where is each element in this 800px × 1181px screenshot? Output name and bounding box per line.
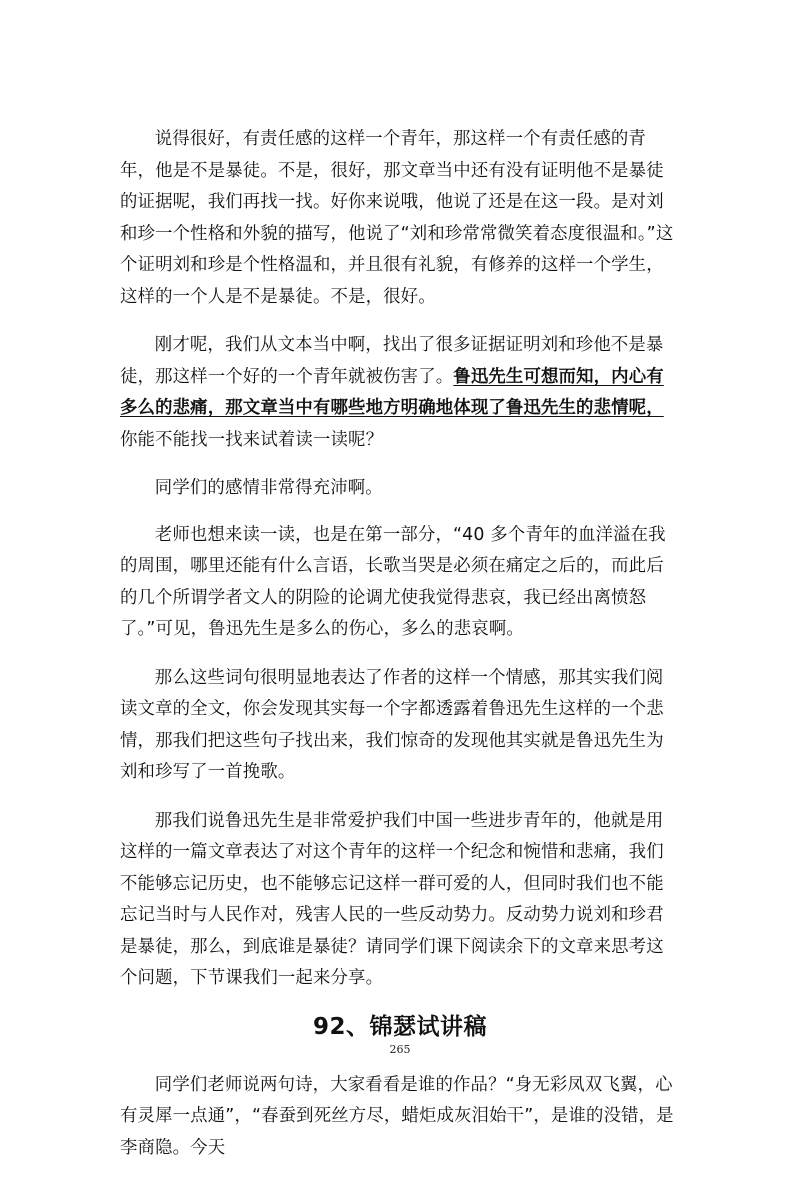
paragraph-5-text: 那么这些词句很明显地表达了作者的这样一个情感，那其实我们阅读文章的全文，你会发现其实每一个字都透露着鲁迅先生这样的一个悲情，那我们把这些句子找出来，我们惊奇的发现他其实就是鲁迅先生为刘和珍写了一首挽歌。	[120, 667, 664, 782]
section-paragraph-1	[120, 1070, 680, 1165]
page-number: 265	[389, 1043, 411, 1056]
section-paragraph-1-text: 同学们老师说两句诗，大家看看是谁的作品？“身无彩凤双飞翼，心有灵犀一点通”，“春蚕到死丝方尽，蜡炬成灰泪始干”，是谁的没错，是李商隐。今天	[120, 1074, 674, 1158]
paragraph-3	[120, 473, 680, 505]
paragraph-3-text: 同学们的感情非常得充沛啊。	[154, 478, 383, 498]
paragraph-1-text: 说得很好，有责任感的这样一个青年，那这样一个有责任感的青年，他是不是暴徒。不是，很好，那文章当中还有没有证明他不是暴徒的证据呢，我们再找一找。好你来说哦，他说了还是在这一段。是对刘和珍一个性格和外貌的描写，他说了“刘和珍常常微笑着态度很温和。”这个证明刘和珍是个性格温和，并且很有礼貌，有修养的这样一个学生，这样的一个人是不是暴徒。不是，很好。	[120, 129, 674, 307]
section-title: 92、锦瑟试讲稿	[312, 1013, 487, 1040]
paragraph-6-text: 那我们说鲁迅先生是非常爱护我们中国一些进步青年的，他就是用这样的一篇文章表达了对这个青年的这样一个纪念和惋惜和悲痛，我们不能够忘记历史，也不能够忘记这样一群可爱的人，但同时我们也不能忘记当时与人民作对，残害人民的一些反动势力。反动势力说刘和珍君是暴徒，那么，到底谁是暴徒？请同学们课下阅读余下的文章来思考这个问题，下节课我们一起来分享。	[120, 810, 664, 988]
paragraph-1	[120, 124, 680, 313]
paragraph-4-text: 老师也想来读一读，也是在第一部分，“40 多个青年的血洋溢在我的周围，哪里还能有什么言语，长歌当哭是必须在痛定之后的，而此后的几个所谓学者文人的阴险的论调尤使我觉得悲哀，我已经出离愤怒了。”可见，鲁迅先生是多么的伤心，多么的悲哀啊。	[120, 524, 666, 639]
paragraph-2	[120, 330, 680, 456]
page-body	[120, 124, 680, 1181]
paragraph-2-text-before: 刚才呢，我们从文本当中啊，找出了很多证据证明刘和珍他不是暴徒，那这样一个好的一个青年就被伤害了。	[120, 335, 664, 387]
paragraph-4	[120, 520, 680, 646]
paragraph-2-emphasis: 鲁迅先生可想而知，内心有多么的悲痛，那文章当中有哪些地方明确地体现了鲁迅先生的悲情呢，	[120, 366, 664, 418]
paragraph-6	[120, 806, 680, 995]
paragraph-5	[120, 663, 680, 789]
paragraph-2-text-after: 你能不能找一找来试着读一读呢？	[120, 429, 384, 450]
